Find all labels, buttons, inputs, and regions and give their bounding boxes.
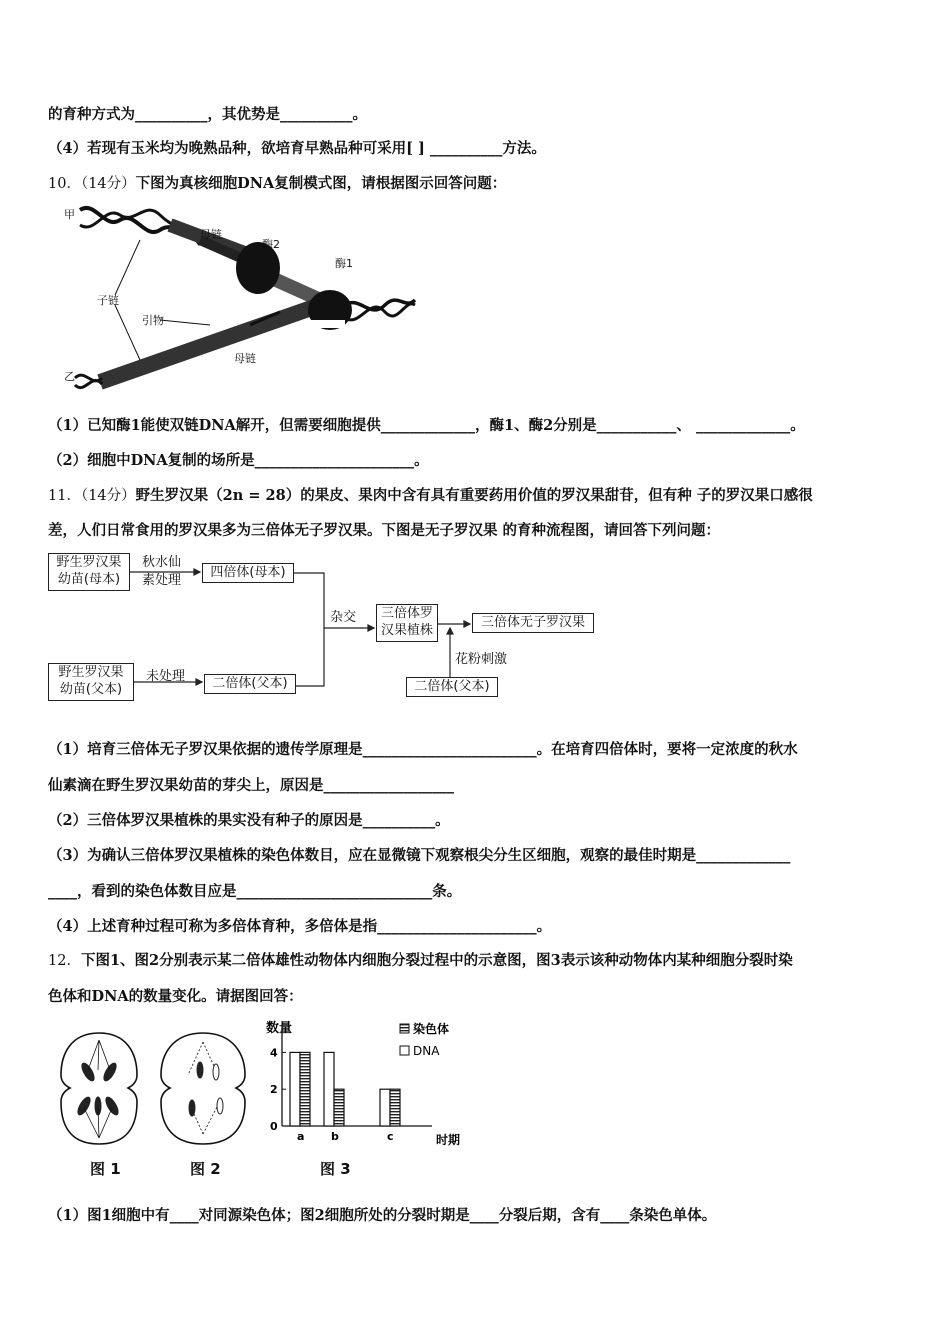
chart-ticks bbox=[270, 1046, 286, 1133]
fig2-caption: 图 2 bbox=[190, 1160, 221, 1178]
bar-chromosome-b bbox=[334, 1089, 344, 1126]
fig3-caption: 图 3 bbox=[320, 1160, 351, 1178]
label-parent-bottom: 母链 bbox=[234, 352, 256, 365]
q11-sub1-cont: 仙素滴在野生罗汉果幼苗的芽尖上，原因是__________________ bbox=[48, 777, 454, 794]
q10-text: 下图为真核细胞DNA复制模式图，请根据图示回答问题： bbox=[135, 175, 507, 192]
flow-diploid-father: 二倍体(父本) bbox=[204, 674, 296, 694]
label-daughter: 子链 bbox=[97, 294, 119, 307]
flow-tetraploid: 四倍体(母本) bbox=[202, 563, 294, 583]
q11-text: 野生罗汉果（2n = 28）的果皮、果肉中含有具有重要药用价值的罗汉果甜苷，但有种 子的罗汉果口感很 bbox=[135, 487, 813, 504]
legend-swatch-chromosome bbox=[400, 1024, 409, 1033]
label-enzyme2: 酶2 bbox=[262, 238, 280, 251]
q11-sub2: （2）三倍体罗汉果植株的果实没有种子的原因是__________。 bbox=[48, 812, 450, 829]
q12-sub1: （1）图1细胞中有____对同源染色体；图2细胞所处的分裂时期是____分裂后期，含有____条染色单体。 bbox=[48, 1207, 717, 1224]
label-enzyme1: 酶1 bbox=[335, 257, 353, 270]
flow-cross: 杂交 bbox=[330, 610, 357, 625]
q12-title bbox=[48, 949, 793, 970]
bar-dna-c bbox=[380, 1089, 390, 1126]
y-tick-label: 4 bbox=[270, 1046, 278, 1060]
flow-diploid-father-2: 二倍体(父本) bbox=[406, 677, 498, 697]
chart-ylabel: 数量 bbox=[266, 1021, 293, 1036]
x-tick-label: b bbox=[331, 1130, 339, 1143]
q10-number: 10．（14分） bbox=[48, 176, 136, 192]
chart-xlabel: 时期 bbox=[436, 1133, 461, 1147]
bar-chromosome-c bbox=[390, 1089, 400, 1126]
q12-number: 12． bbox=[48, 953, 81, 969]
q11-sub3: （3）为确认三倍体罗汉果植株的染色体数目，应在显微镜下观察根尖分生区细胞，观察的最佳时期是_____________ bbox=[48, 847, 791, 864]
flow-untreated: 未处理 bbox=[146, 669, 186, 684]
q11-sub4: （4）上述育种过程可称为多倍体育种，多倍体是指______________________。 bbox=[48, 918, 552, 935]
y-tick-label: 0 bbox=[270, 1120, 278, 1133]
label-parent-top: 母链 bbox=[200, 228, 222, 241]
q9-sub4: （4）若现有玉米均为晚熟品种，欲培育早熟品种可采用[ ] __________方法。 bbox=[48, 140, 546, 157]
flow-pollen: 花粉刺激 bbox=[455, 652, 508, 667]
cell-figure-1 bbox=[58, 1030, 140, 1148]
flow-triploid-plant: 三倍体罗 汉果植株 bbox=[376, 604, 438, 642]
q12-text: 下图1、图2分别表示某二倍体雄性动物体内细胞分裂过程中的示意图，图3表示该种动物体内某种细胞分裂时染 bbox=[80, 952, 793, 969]
q11-number: 11．（14分） bbox=[48, 488, 136, 504]
x-tick-label: a bbox=[297, 1130, 305, 1143]
bar-dna-a bbox=[290, 1052, 300, 1126]
legend-label-dna: DNA bbox=[413, 1044, 440, 1058]
label-jia: 甲 bbox=[64, 208, 75, 221]
bar-dna-b bbox=[324, 1052, 334, 1126]
chart-legend bbox=[400, 1021, 449, 1058]
label-yi: 乙 bbox=[64, 370, 75, 383]
x-tick-label: c bbox=[387, 1130, 394, 1143]
label-primer: 引物 bbox=[142, 314, 164, 327]
fig3-bar-chart bbox=[262, 1018, 472, 1148]
q11-sub1: （1）培育三倍体无子罗汉果依据的遗传学原理是________________________。在培育四倍体时，要将一定浓度的秋水 bbox=[48, 741, 798, 758]
q10-sub1: （1）已知酶1能使双链DNA解开，但需要细胞提供_____________，酶1、酶2分别是___________、 _____________。 bbox=[48, 417, 805, 434]
fig1-caption: 图 1 bbox=[90, 1160, 121, 1178]
q12-text-cont: 色体和DNA的数量变化。请据图回答： bbox=[48, 988, 303, 1005]
legend-label-chromosome: 染色体 bbox=[413, 1022, 450, 1036]
chart-bars bbox=[290, 1052, 400, 1143]
bar-chromosome-a bbox=[300, 1052, 310, 1126]
q10-sub2: （2）细胞中DNA复制的场所是______________________。 bbox=[48, 452, 429, 469]
q11-text-cont: 差，人们日常食用的罗汉果多为三倍体无子罗汉果。下图是无子罗汉果 的育种流程图，请回答下列问题： bbox=[48, 522, 721, 539]
flow-wild-mother: 野生罗汉果 幼苗(母本) bbox=[48, 553, 130, 591]
flow-colchicine: 秋水仙 素处理 bbox=[142, 555, 182, 588]
cell-figure-2 bbox=[158, 1030, 248, 1148]
flow-seedless: 三倍体无子罗汉果 bbox=[472, 613, 594, 633]
legend-swatch-dna bbox=[400, 1046, 409, 1055]
q9-line-breeding-method: 的育种方式为__________，其优势是__________。 bbox=[48, 106, 367, 123]
q11-sub3-cont: ____，看到的染色体数目应是___________________________条。 bbox=[48, 883, 462, 900]
y-tick-label: 2 bbox=[270, 1083, 278, 1097]
flow-wild-father: 野生罗汉果 幼苗(父本) bbox=[48, 663, 134, 701]
